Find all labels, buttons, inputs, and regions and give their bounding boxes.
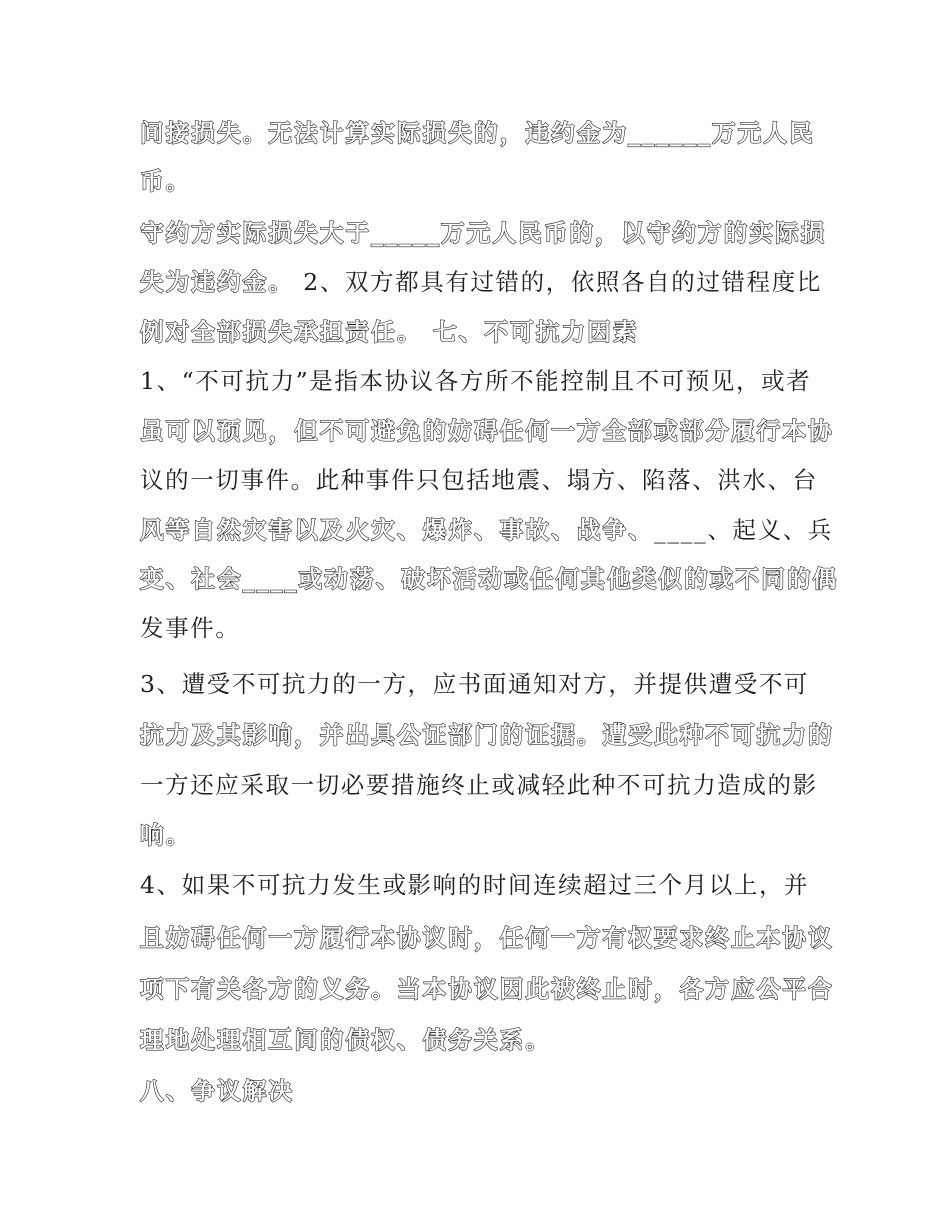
text-run: 例对全部损失承担责任。 七、不可抗力因素: [140, 318, 639, 346]
text-line: [140, 815, 830, 855]
text-line: [140, 113, 830, 153]
text-line: [140, 865, 830, 905]
text-run: 守约方实际损失大于_____万元人民币的，以守约方的实际损: [140, 219, 827, 247]
text-line: [140, 1071, 830, 1111]
text-run: 响。: [140, 821, 192, 849]
text-run: 间接损失。无法计算实际损失的，违约金为______万元人民: [140, 119, 815, 147]
text-run: 1、“不可抗力”是指本协议各方所不能控制且不可预见，或者: [140, 367, 812, 395]
text-run: ____、起义、兵: [654, 516, 833, 544]
text-line: [140, 918, 834, 958]
text-line: [140, 765, 830, 805]
text-run: 且妨碍任何一方履行本协议时，任何一方有权要求终止本协议: [140, 924, 834, 952]
text-run: 发事件。: [140, 614, 241, 642]
text-run: 4、如果不可抗力发生或影响的时间连续超过三个月以上，并: [140, 871, 810, 899]
text-line: [140, 715, 834, 755]
text-run: 抗力及其影响，并出具公证部门的证据。遭受此种不可抗力的: [140, 721, 834, 749]
text-line: [140, 411, 834, 451]
text-line: [140, 608, 830, 648]
text-line: [140, 1020, 830, 1060]
text-run: 币。: [140, 167, 192, 195]
text-line: [140, 559, 839, 599]
text-run: 八、争议解决: [140, 1077, 295, 1105]
text-run: 理地处理相互间的债权、债务关系。: [140, 1026, 552, 1054]
text-line: [140, 361, 830, 401]
text-line: [140, 969, 834, 1009]
text-run: 风等自然灾害以及火灾、爆炸、事故、战争、: [140, 516, 654, 544]
text-run: 议的一切事件。此种事件只包括地震、塌方、陷落、洪水、台: [140, 466, 818, 494]
text-run: 虽可以预见，但不可避免的妨碍任何一方全部或部分履行本协: [140, 417, 834, 445]
text-run: 失为违约金。: [140, 268, 295, 296]
text-line: [140, 213, 830, 253]
text-run: 一方还应采取一切必要措施终止或减轻此种不可抗力造成的影: [140, 771, 818, 799]
text-line: [140, 664, 830, 704]
text-run: 项下有关各方的义务。当本协议因此被终止时，各方应公平合: [140, 975, 834, 1003]
text-line: [140, 460, 830, 500]
text-run: 2、双方都具有过错的，依照各自的过错程度比: [294, 268, 822, 296]
text-line: [140, 312, 830, 352]
text-line: [140, 262, 830, 302]
text-run: 变、社会____或动荡、破坏活动或任何其他类似的或不同的偶: [140, 565, 839, 593]
text-run: 3、遭受不可抗力的一方，应书面通知对方，并提供遭受不可: [140, 670, 810, 698]
text-line: [140, 161, 830, 201]
text-line: [140, 510, 833, 550]
